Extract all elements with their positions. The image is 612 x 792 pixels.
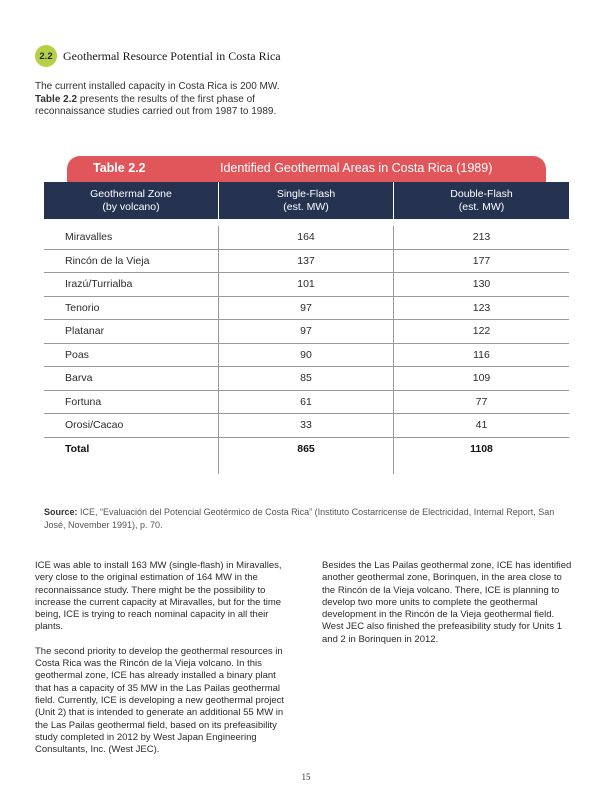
table-row — [44, 344, 569, 368]
table-row — [44, 273, 569, 297]
zone-cell: Barva — [44, 367, 219, 390]
table-row — [44, 320, 569, 344]
body-column-left — [35, 560, 285, 768]
body-paragraph: ICE was able to install 163 MW (single-flash) in Miravalles, very close to the original estimation of 164 MW in the reconnaissance study. There might be the possibility to increase the current capacity at Miravalles, but for the time being, ICE is trying to reach nominal capacity in all their plants. — [35, 560, 282, 633]
table-column-rule-tail — [44, 460, 569, 474]
table-body — [44, 226, 569, 474]
total-label-cell: Total — [44, 438, 219, 460]
double-flash-cell: 213 — [472, 231, 491, 244]
body-column-right — [322, 560, 572, 658]
intro-text-end: presents the results of the first phase of reconnaissance studies carried out from 1987 to 1989. — [35, 93, 277, 117]
header-double-line1: Double-Flash — [450, 187, 513, 200]
intro-text-start: The current installed capacity in Costa Rica is 200 MW. — [35, 81, 280, 92]
section-title: Geothermal Resource Potential in Costa Rica — [63, 48, 281, 63]
zone-cell: Rincón de la Vieja — [44, 250, 219, 273]
table-row — [44, 250, 569, 274]
header-geothermal-zone — [44, 182, 219, 219]
table-row — [44, 391, 569, 415]
header-double-flash — [394, 182, 569, 219]
source-text: ICE, “Evaluación del Potencial Geotérmico de Costa Rica” (Instituto Costarricense de Electricidad, Internal Report, San José, November 1991), p. 70. — [44, 507, 555, 530]
header-zone-line1: Geothermal Zone — [90, 187, 172, 200]
single-flash-cell: 137 — [219, 250, 394, 273]
zone-cell: Platanar — [44, 320, 219, 343]
table-label: Table 2.2 — [93, 161, 146, 175]
table-row — [44, 226, 569, 250]
single-flash-cell: 97 — [219, 297, 394, 320]
header-zone-line2: (by volcano) — [102, 200, 160, 213]
table-title: Identified Geothermal Areas in Costa Rica (1989) — [220, 161, 493, 175]
double-flash-cell: 116 — [473, 348, 490, 361]
section-number-badge: 2.2 — [35, 45, 57, 67]
single-flash-cell: 164 — [219, 226, 394, 249]
body-paragraph: The second priority to develop the geothermal resources in Costa Rica was the Rincón de la Vieja volcano. In this geothermal zone, ICE has already installed a binary plant that has a capacity of 35 MW in the Las Pailas geothermal field. Currently, ICE is developing a new geothermal project (Unit 2) that is intended to generate an additional 55 MW in the Las Pailas geothermal field, based on its prefeasibility study completed in 2012 by West Japan Engineering Consultants, Inc. (West JEC). — [35, 645, 285, 756]
header-single-line1: Single-Flash — [276, 187, 336, 200]
double-flash-cell: 41 — [475, 419, 488, 432]
table-source-note — [44, 506, 564, 531]
single-flash-cell: 101 — [219, 273, 394, 296]
zone-cell: Orosi/Cacao — [44, 414, 219, 437]
table-row — [44, 414, 569, 438]
table-row — [44, 297, 569, 321]
zone-cell: Poas — [44, 344, 219, 367]
total-single-flash-cell: 865 — [219, 438, 394, 460]
total-double-flash-cell: 1108 — [470, 442, 493, 455]
double-flash-cell: 123 — [472, 301, 491, 314]
header-double-line2: (est. MW) — [458, 200, 505, 213]
table-header-row — [44, 182, 569, 219]
single-flash-cell: 61 — [219, 391, 394, 414]
table-row — [44, 367, 569, 391]
single-flash-cell: 85 — [219, 367, 394, 390]
zone-cell: Miravalles — [44, 226, 219, 249]
zone-cell: Tenorio — [44, 297, 219, 320]
header-single-line2: (est. MW) — [283, 200, 329, 213]
intro-paragraph — [35, 81, 285, 119]
double-flash-cell: 122 — [472, 325, 491, 338]
body-paragraph: Besides the Las Pailas geothermal zone, ICE has identified another geothermal zone, Borinquen, in the area close to the Rincón de la Vieja volcano. There, ICE is planning to develop two more units to complete the geothermal development in the Rincón de la Vieja geothermal field. West JEC also finished the prefeasibility study for Units 1 and 2 in Borinquen in 2012. — [322, 560, 572, 645]
double-flash-cell: 130 — [472, 278, 491, 291]
header-single-flash — [219, 182, 394, 219]
double-flash-cell: 109 — [472, 372, 491, 385]
page-number: 15 — [301, 772, 311, 782]
single-flash-cell: 97 — [219, 320, 394, 343]
double-flash-cell: 177 — [472, 254, 491, 267]
source-label: Source: — [44, 507, 78, 517]
section-heading — [35, 45, 281, 67]
zone-cell: Fortuna — [44, 391, 219, 414]
zone-cell: Irazú/Turrialba — [44, 273, 219, 296]
single-flash-cell: 33 — [219, 414, 394, 437]
double-flash-cell: 77 — [475, 395, 488, 408]
single-flash-cell: 90 — [219, 344, 394, 367]
intro-table-reference: Table 2.2 — [35, 93, 78, 105]
table-total-row — [44, 438, 569, 460]
